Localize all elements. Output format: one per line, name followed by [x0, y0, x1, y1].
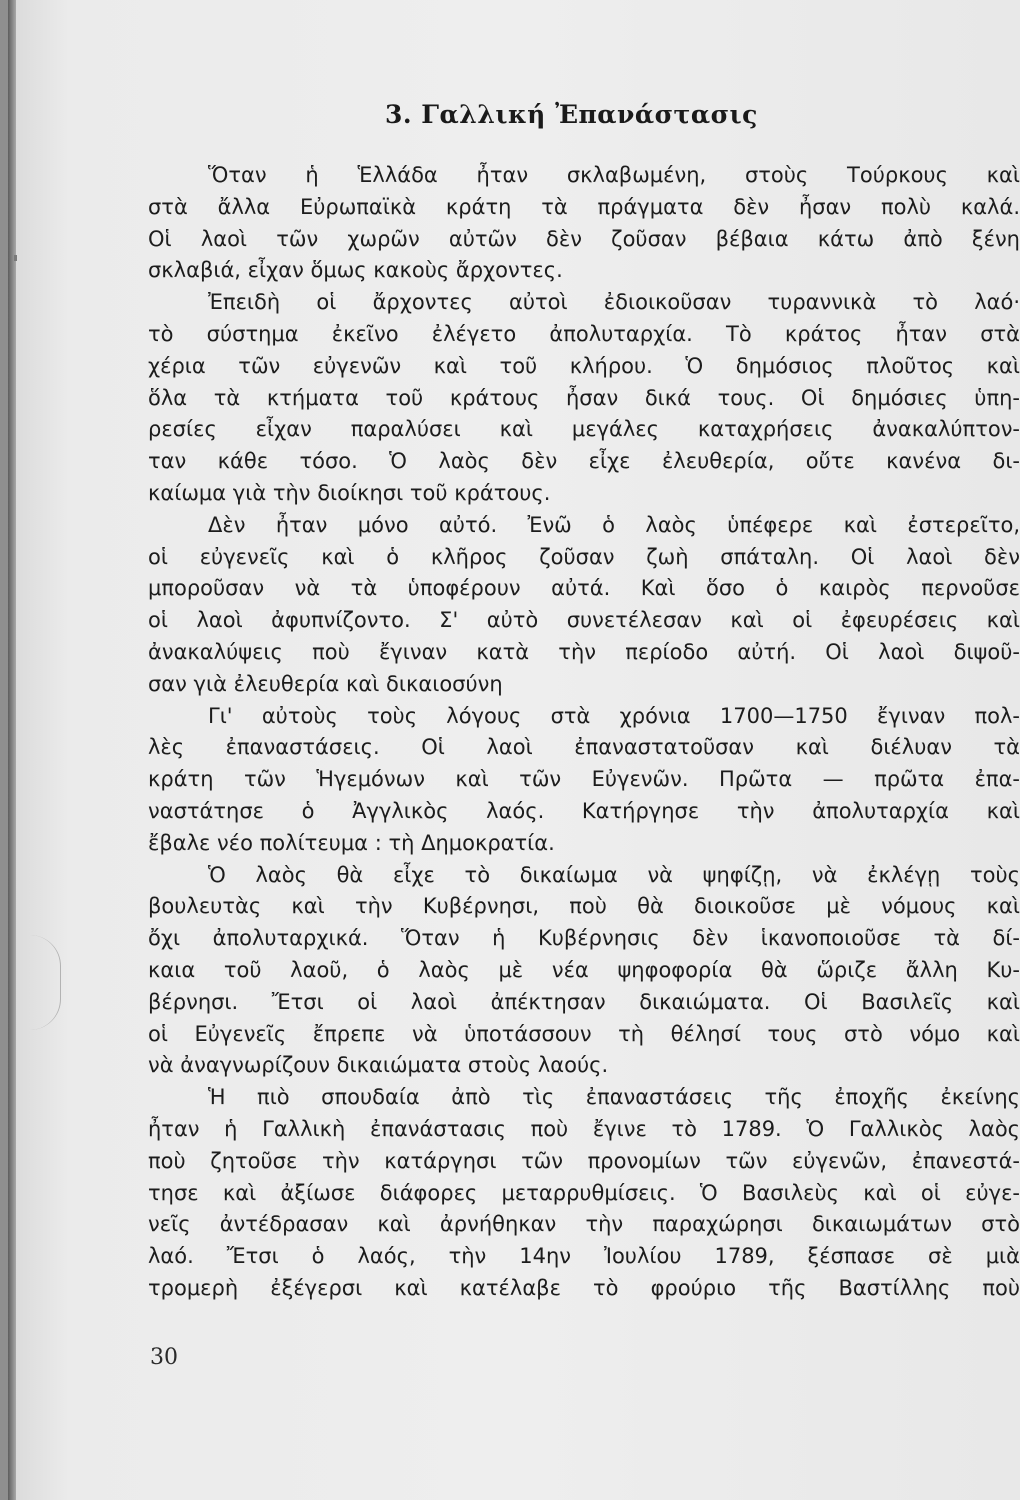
text-line: βέρνησι. Ἔτσι οἱ λαοὶ ἀπέκτησαν δικαιώματα. Οἱ Βασιλεῖς καὶ: [148, 989, 1020, 1014]
text-line: Ὅταν ἡ Ἑλλάδα ἦταν σκλαβωμένη, στοὺς Τούρκους καὶ: [208, 163, 1020, 187]
text-line: στὰ ἄλλα Εὐρωπαϊκὰ κράτη τὰ πράγματα δὲν ἦσαν πολὺ καλά.: [148, 194, 1020, 219]
text-line: οἱ Εὐγενεῖς ἔπρεπε νὰ ὑποτάσσουν τὴ θέλησί τους στὸ νόμο καὶ: [148, 1021, 1020, 1046]
text-line: ὅλα τὰ κτήματα τοῦ κράτους ἦσαν δικά τους. Οἱ δημόσιες ὑπη-: [148, 385, 1020, 410]
text-line: καίωμα γιὰ τὴν διοίκησι τοῦ κράτους.: [148, 481, 551, 505]
text-line: κράτη τῶν Ἡγεμόνων καὶ τῶν Εὐγενῶν. Πρῶτα — πρῶτα ἐπα-: [148, 767, 1020, 792]
text-line: καια τοῦ λαοῦ, ὁ λαὸς μὲ νέα ψηφοφορία θὰ ὥριζε ἄλλη Κυ-: [148, 958, 1020, 982]
text-line: νὰ ἀναγνωρίζουν δικαιώματα στοὺς λαούς.: [148, 1053, 609, 1078]
text-line: τησε καὶ ἀξίωσε διάφορες μεταρρυθμίσεις. Ὁ Βασιλεὺς καὶ οἱ εὐγε-: [148, 1180, 1020, 1205]
text-line: ἀνακαλύψεις ποὺ ἔγιναν κατὰ τὴν περίοδο αὐτή. Οἱ λαοὶ διψοῦ-: [148, 640, 1020, 664]
page-number: 30: [150, 1345, 178, 1370]
text-line: σαν γιὰ ἐλευθερία καὶ δικαιοσύνη: [148, 671, 503, 696]
section-title: 3. Γαλλική Ἐπανάστασις: [385, 100, 758, 129]
text-line: Ἐπειδὴ οἱ ἄρχοντες αὐτοὶ ἐδιοικοῦσαν τυραννικὰ τὸ λαό·: [208, 290, 1020, 315]
text-line: ρεσίες εἶχαν παραλύσει καὶ μεγάλες καταχρήσεις ἀνακαλύπτον-: [148, 417, 1020, 442]
text-line: τὸ σύστημα ἐκεῖνο ἐλέγετο ἀπολυταρχία. Τὸ κράτος ἦταν στὰ: [148, 322, 1020, 346]
margin-mark: [14, 255, 17, 261]
text-line: νεῖς ἀντέδρασαν καὶ ἀρνήθηκαν τὴν παραχώρησι δικαιωμάτων στὸ: [148, 1212, 1020, 1237]
text-line: σκλαβιά, εἶχαν ὅμως κακοὺς ἄρχοντες.: [148, 258, 563, 283]
text-line: χέρια τῶν εὐγενῶν καὶ τοῦ κλήρου. Ὁ δημόσιος πλοῦτος καὶ: [148, 353, 1020, 378]
text-line: οἱ λαοὶ ἀφυπνίζοντο. Σ' αὐτὸ συνετέλεσαν καὶ οἱ ἐφευρέσεις καὶ: [148, 608, 1020, 633]
text-line: ποὺ ζητοῦσε τὴν κατάργησι τῶν προνομίων τῶν εὐγενῶν, ἐπανεστά-: [148, 1148, 1020, 1173]
text-line: λαό. Ἔτσι ὁ λαός, τὴν 14ην Ἰουλίου 1789, ξέσπασε σὲ μιὰ: [148, 1244, 1020, 1269]
text-line: βουλευτὰς καὶ τὴν Κυβέρνησι, ποὺ θὰ διοικοῦσε μὲ νόμους καὶ: [148, 894, 1020, 919]
document-page: [8, 0, 1020, 1500]
page-shadow-edge: [8, 0, 16, 1500]
text-line: Δὲν ἦταν μόνο αὐτό. Ἐνῶ ὁ λαὸς ὑπέφερε καὶ ἐστερεῖτο,: [208, 512, 1020, 537]
text-line: Ὁ λαὸς θὰ εἶχε τὸ δικαίωμα νὰ ψηφίζῃ, νὰ ἐκλέγῃ τοὺς: [208, 862, 1020, 887]
pencil-bracket-mark: [30, 935, 61, 1030]
text-line: Ἡ πιὸ σπουδαία ἀπὸ τὶς ἐπαναστάσεις τῆς ἐποχῆς ἐκείνης: [208, 1085, 1020, 1110]
text-line: Οἱ λαοὶ τῶν χωρῶν αὐτῶν δὲν ζοῦσαν βέβαια κάτω ἀπὸ ξένη: [148, 226, 1020, 251]
text-line: ὄχι ἀπολυταρχικά. Ὅταν ἡ Κυβέρνησις δὲν ἱκανοποιοῦσε τὰ δί-: [148, 926, 1020, 951]
text-line: λὲς ἐπαναστάσεις. Οἱ λαοὶ ἐπαναστατοῦσαν καὶ διέλυαν τὰ: [148, 735, 1020, 760]
text-line: ἔβαλε νέο πολίτευμα : τὴ Δημοκρατία.: [148, 830, 555, 855]
text-line: οἱ εὐγενεῖς καὶ ὁ κλῆρος ζοῦσαν ζωὴ σπάταλη. Οἱ λαοὶ δὲν: [148, 544, 1020, 569]
text-line: ἦταν ἡ Γαλλικὴ ἐπανάστασις ποὺ ἔγινε τὸ 1789. Ὁ Γαλλικὸς λαὸς: [148, 1117, 1020, 1141]
text-line: τρομερὴ ἐξέγερσι καὶ κατέλαβε τὸ φρούριο τῆς Βαστίλλης ποὺ: [148, 1276, 1020, 1300]
text-line: ναστάτησε ὁ Ἀγγλικὸς λαός. Κατήργησε τὴν ἀπολυταρχία καὶ: [148, 799, 1020, 823]
text-line: Γι' αὐτοὺς τοὺς λόγους στὰ χρόνια 1700—1750 ἔγιναν πολ-: [208, 703, 1020, 728]
text-line: ταν κάθε τόσο. Ὁ λαὸς δὲν εἶχε ἐλευθερία, οὔτε κανένα δι-: [148, 449, 1020, 474]
text-line: μποροῦσαν νὰ τὰ ὑποφέρουν αὐτά. Καὶ ὅσο ὁ καιρὸς περνοῦσε: [148, 576, 1020, 601]
